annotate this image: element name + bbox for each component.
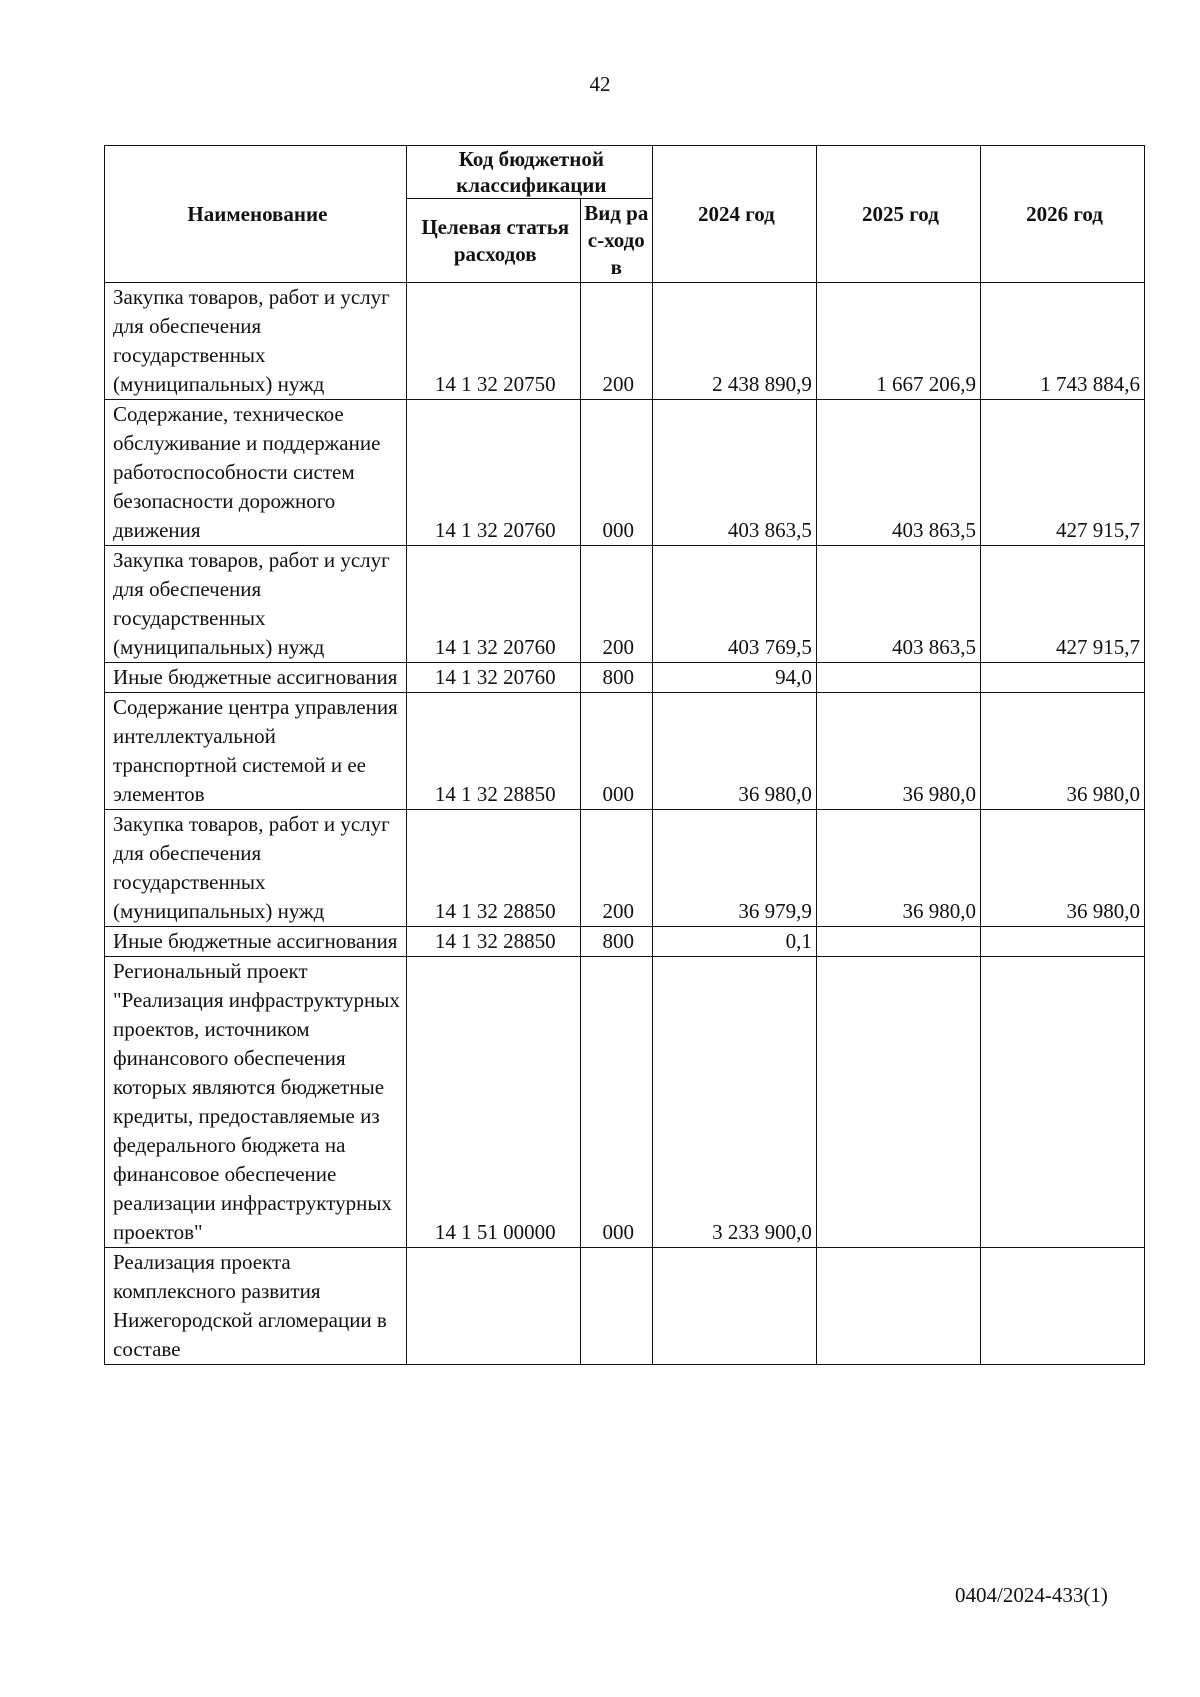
cell-y2024: 403 769,5 (652, 546, 816, 663)
cell-kind (580, 1248, 652, 1365)
cell-y2025: 36 980,0 (816, 693, 980, 810)
cell-code: 14 1 32 28850 (406, 810, 580, 927)
table-row (105, 927, 1145, 957)
cell-kind: 200 (580, 810, 652, 927)
table-row (105, 810, 1145, 927)
document-code: 0404/2024-433(1) (955, 1583, 1108, 1607)
cell-code: 14 1 32 20760 (406, 546, 580, 663)
cell-name: Региональный проект "Реализация инфраструктурных проектов, источником финансового обеспечения которых являются бюджетные кредиты, предоставляемые из федерального бюджета на финансовое обеспечение реализации инфраструктурных проектов" (105, 957, 407, 1248)
header-target: Целевая статья расходов (406, 199, 580, 283)
cell-kind: 800 (580, 663, 652, 693)
cell-y2024: 403 863,5 (652, 400, 816, 546)
header-code-group: Код бюджетной классификации (406, 146, 652, 199)
table-row (105, 400, 1145, 546)
budget-table (104, 145, 1145, 1365)
cell-code: 14 1 51 00000 (406, 957, 580, 1248)
header-name: Наименование (105, 146, 407, 283)
table-row (105, 283, 1145, 400)
cell-code: 14 1 32 20750 (406, 283, 580, 400)
page-number: 42 (589, 72, 611, 96)
cell-name: Иные бюджетные ассигнования (105, 663, 407, 693)
cell-y2024: 3 233 900,0 (652, 957, 816, 1248)
cell-kind: 200 (580, 546, 652, 663)
cell-y2024: 94,0 (652, 663, 816, 693)
table-row (105, 957, 1145, 1248)
cell-y2026 (980, 663, 1144, 693)
table-row (105, 546, 1145, 663)
cell-y2026: 1 743 884,6 (980, 283, 1144, 400)
cell-name: Закупка товаров, работ и услуг для обеспечения государственных (муниципальных) нужд (105, 283, 407, 400)
cell-code: 14 1 32 20760 (406, 400, 580, 546)
cell-y2026: 427 915,7 (980, 400, 1144, 546)
table-row (105, 663, 1145, 693)
cell-y2026: 36 980,0 (980, 810, 1144, 927)
cell-y2025 (816, 927, 980, 957)
cell-y2025: 403 863,5 (816, 400, 980, 546)
cell-y2026 (980, 957, 1144, 1248)
cell-y2026: 427 915,7 (980, 546, 1144, 663)
cell-name: Иные бюджетные ассигнования (105, 927, 407, 957)
cell-code: 14 1 32 28850 (406, 693, 580, 810)
cell-y2024: 2 438 890,9 (652, 283, 816, 400)
header-2026: 2026 год (980, 146, 1144, 283)
header-2024: 2024 год (652, 146, 816, 283)
cell-y2024: 36 979,9 (652, 810, 816, 927)
cell-kind: 800 (580, 927, 652, 957)
cell-y2025: 1 667 206,9 (816, 283, 980, 400)
cell-y2025 (816, 957, 980, 1248)
cell-kind: 000 (580, 400, 652, 546)
cell-y2025 (816, 663, 980, 693)
cell-kind: 000 (580, 693, 652, 810)
cell-y2025 (816, 1248, 980, 1365)
cell-y2025: 36 980,0 (816, 810, 980, 927)
cell-y2026 (980, 1248, 1144, 1365)
cell-name: Содержание центра управления интеллектуальной транспортной системой и ее элементов (105, 693, 407, 810)
cell-name: Закупка товаров, работ и услуг для обеспечения государственных (муниципальных) нужд (105, 810, 407, 927)
cell-code (406, 1248, 580, 1365)
cell-kind: 200 (580, 283, 652, 400)
cell-y2024: 36 980,0 (652, 693, 816, 810)
cell-y2026 (980, 927, 1144, 957)
cell-name: Содержание, техническое обслуживание и поддержание работоспособности систем безопасности дорожного движения (105, 400, 407, 546)
cell-code: 14 1 32 28850 (406, 927, 580, 957)
cell-y2026: 36 980,0 (980, 693, 1144, 810)
cell-kind: 000 (580, 957, 652, 1248)
table-row (105, 693, 1145, 810)
header-2025: 2025 год (816, 146, 980, 283)
header-kind: Вид рас-ходов (580, 199, 652, 283)
cell-y2024 (652, 1248, 816, 1365)
cell-code: 14 1 32 20760 (406, 663, 580, 693)
table-row (105, 1248, 1145, 1365)
cell-y2024: 0,1 (652, 927, 816, 957)
cell-y2025: 403 863,5 (816, 546, 980, 663)
cell-name: Закупка товаров, работ и услуг для обеспечения государственных (муниципальных) нужд (105, 546, 407, 663)
cell-name: Реализация проекта комплексного развития Нижегородской агломерации в составе (105, 1248, 407, 1365)
